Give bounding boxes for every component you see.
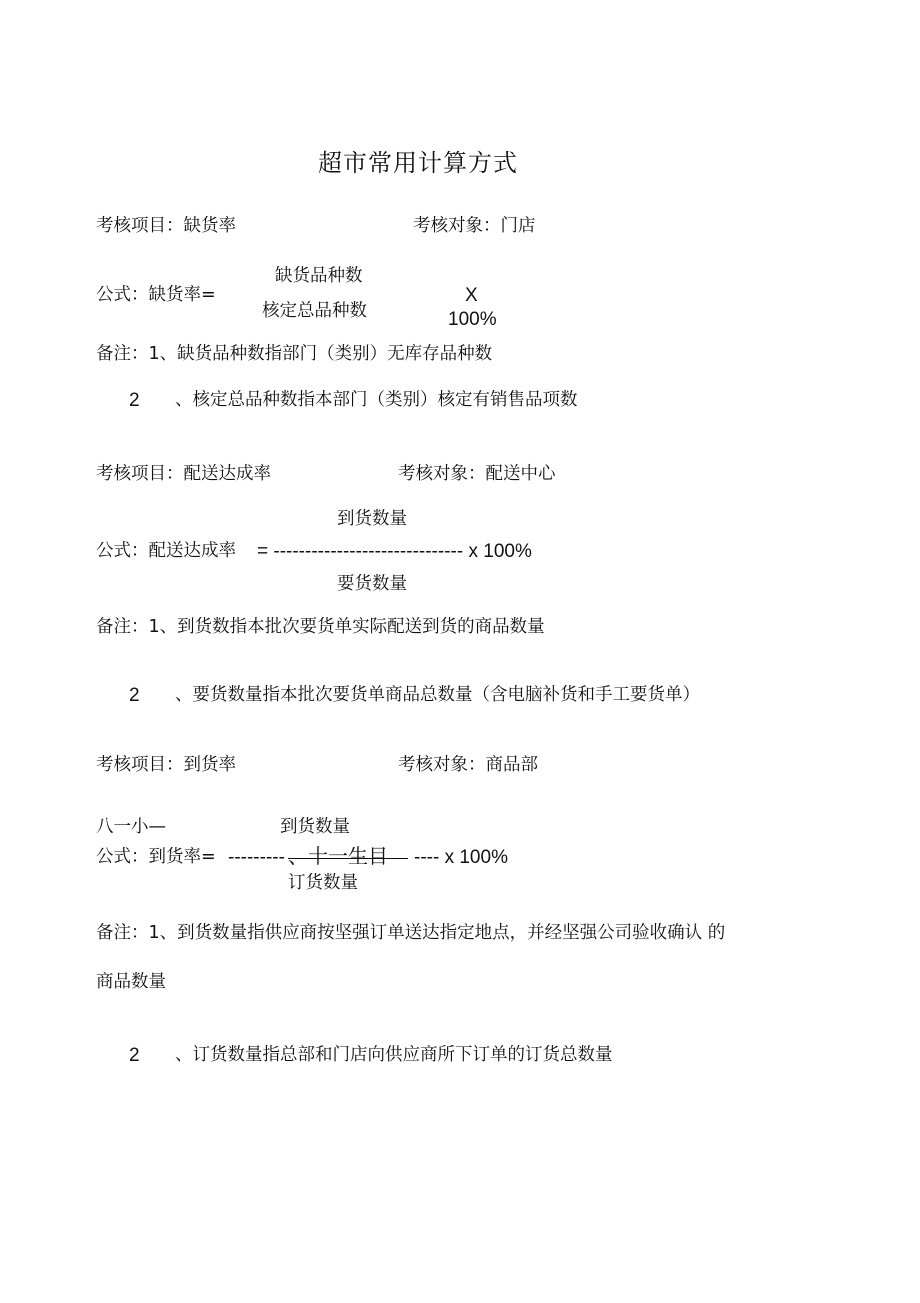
section3-dashes-left: --------- bbox=[228, 847, 285, 868]
section2-note2-number: 2 bbox=[129, 685, 140, 706]
section1-note1: 备注：1、缺货品种数指部门（类别）无库存品种数 bbox=[96, 344, 493, 364]
section1-denominator: 核定总品种数 bbox=[262, 301, 367, 321]
section1-note2-number: 2 bbox=[129, 390, 140, 411]
section1-target: 考核对象：门店 bbox=[413, 216, 536, 236]
section3-formula-label: 公式：到货率= bbox=[96, 847, 216, 867]
section3-denominator: 订货数量 bbox=[288, 873, 358, 893]
section1-item: 考核项目：缺货率 bbox=[96, 216, 236, 236]
section2-item: 考核项目：配送达成率 bbox=[96, 464, 271, 484]
section2-denominator: 要货数量 bbox=[337, 574, 407, 594]
section3-note1-continued: 商品数量 bbox=[96, 972, 166, 992]
section3-item: 考核项目：到货率 bbox=[96, 755, 236, 775]
section2-formula-rest: = ------------------------------ x 100% bbox=[257, 541, 532, 562]
section3-numerator: 到货数量 bbox=[280, 817, 350, 837]
section2-numerator: 到货数量 bbox=[337, 509, 407, 529]
section3-struck-text: 、十一生目 bbox=[288, 844, 388, 868]
section3-stray-text: 八一小— bbox=[96, 817, 166, 837]
section2-note2: 、要货数量指本批次要货单商品总数量（含电脑补货和手工要货单） bbox=[175, 685, 700, 705]
section3-target: 考核对象：商品部 bbox=[398, 755, 538, 775]
section3-dashes-right: ---- x 100% bbox=[414, 847, 508, 868]
section1-note2: 、核定总品种数指本部门（类别）核定有销售品项数 bbox=[175, 390, 578, 410]
section3-note2-number: 2 bbox=[129, 1045, 140, 1066]
section2-target: 考核对象：配送中心 bbox=[398, 464, 556, 484]
section2-note1: 备注：1、到货数指本批次要货单实际配送到货的商品数量 bbox=[96, 617, 545, 637]
section1-times: X bbox=[465, 285, 478, 306]
page-title: 超市常用计算方式 bbox=[318, 149, 518, 177]
section2-formula-label: 公式：配送达成率 bbox=[96, 541, 236, 561]
strikethrough-line bbox=[288, 858, 408, 859]
section3-note2: 、订货数量指总部和门店向供应商所下订单的订货总数量 bbox=[175, 1045, 613, 1065]
section3-note1: 备注：1、到货数量指供应商按坚强订单送达指定地点，并经坚强公司验收确认 的 bbox=[96, 923, 726, 943]
section1-numerator: 缺货品种数 bbox=[275, 266, 363, 286]
section1-percent: 100% bbox=[448, 309, 497, 330]
section1-formula-label: 公式：缺货率= bbox=[96, 285, 216, 305]
